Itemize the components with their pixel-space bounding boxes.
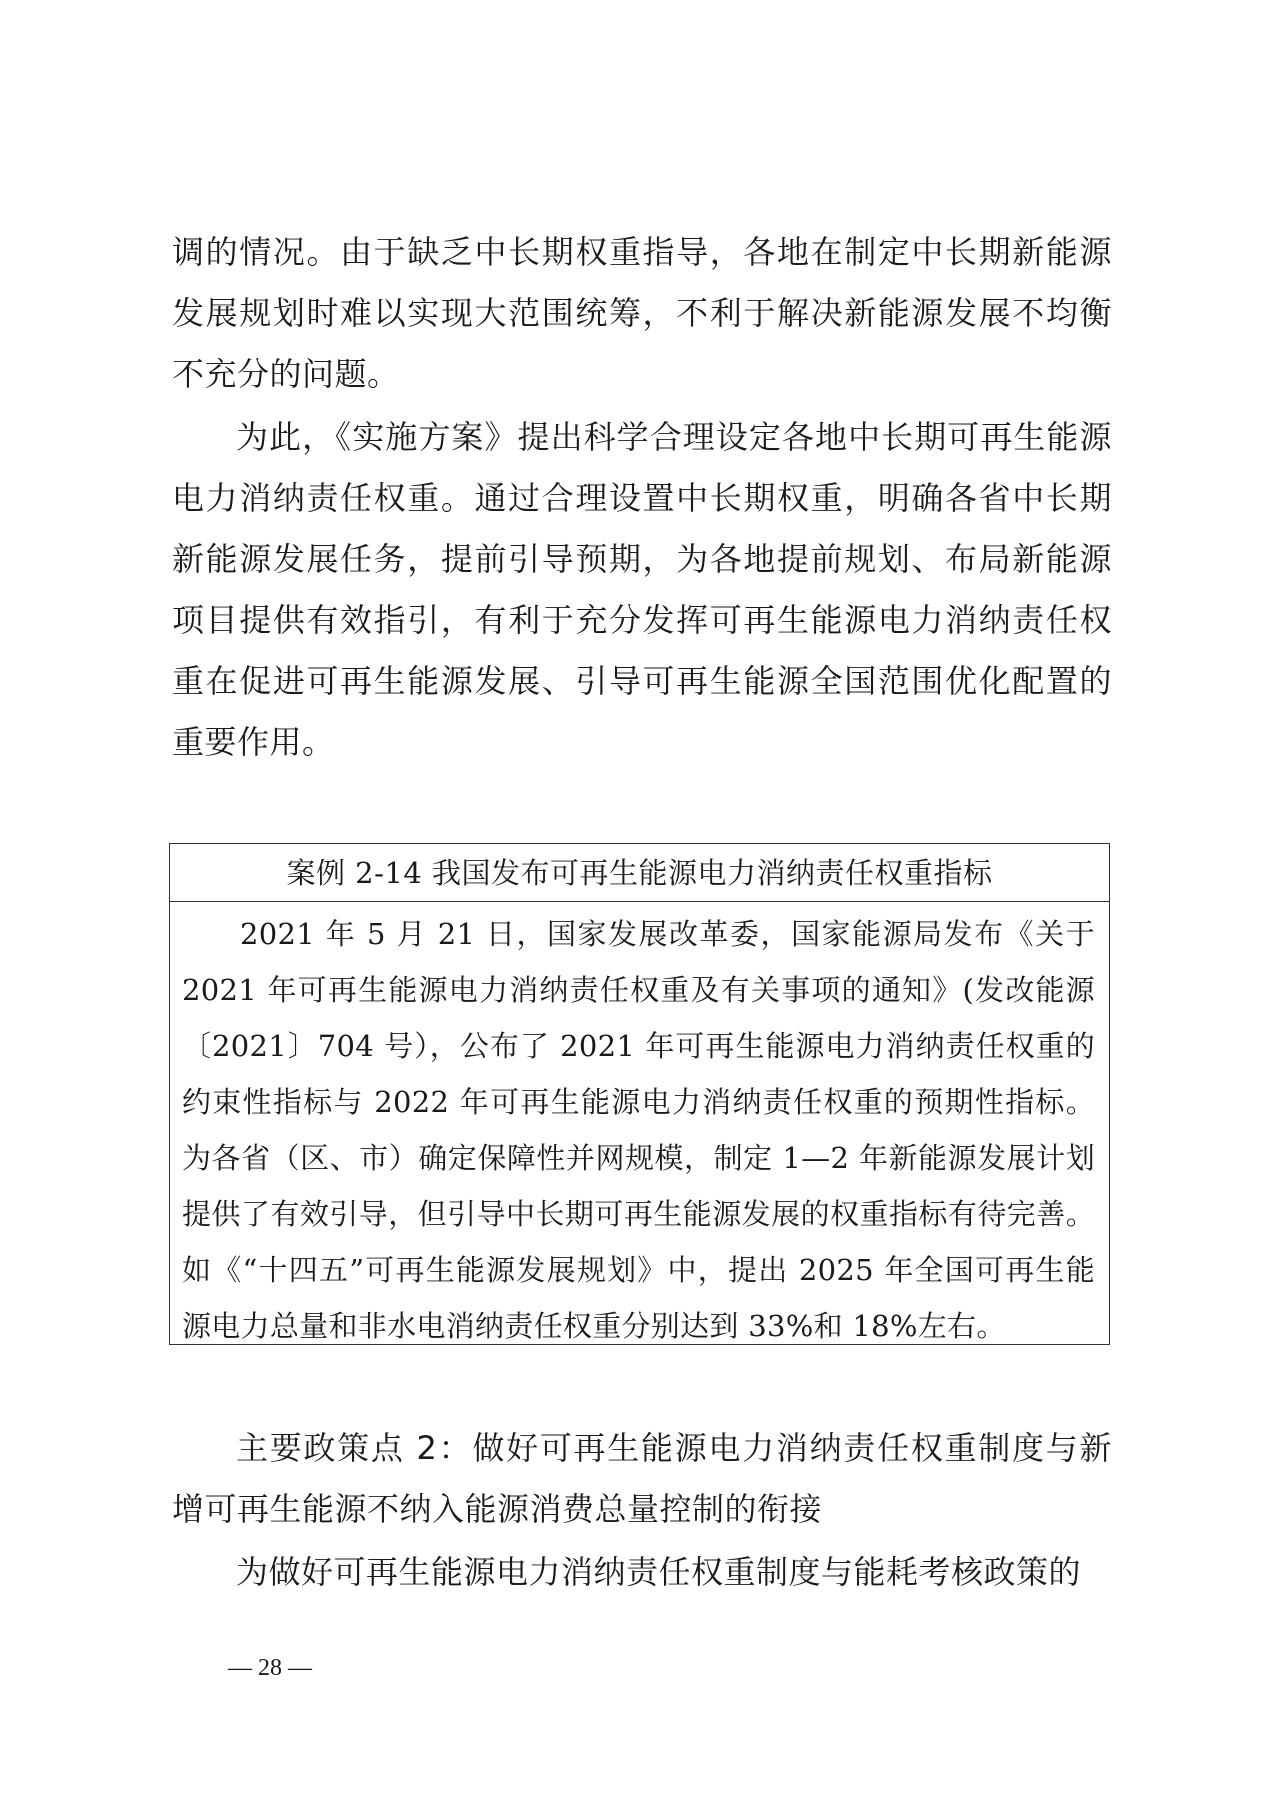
case-study-text: 2021 年 5 月 21 日，国家发展改革委，国家能源局发布《关于 2021 年可再生能源电力消纳责任权重及有关事项的通知》(发改能源〔2021〕704 号），公布了 2021 年可再生能源电力消纳责任权重的约束性指标与 2022 年可再生能源电力消纳责任权重的预期性指标。为各省（区、市）确定保障性并网规模，制定 1—2 年新能源发展计划提供了有效引导，但引导中长期可再生能源发展的权重指标有待完善。如《“十四五”可再生能源发展规划》中，提出 2025 年全国可再生能源电力总量和非水电消纳责任权重分别达到 33%和 18%左右。 [182,917,1095,1343]
page-number: — 28 — [228,1655,312,1681]
case-study-box [169,843,1110,1345]
case-study-title: 案例 2-14 我国发布可再生能源电力消纳责任权重指标 [170,844,1109,902]
body-paragraph-2: 为此，《实施方案》提出科学合理设定各地中长期可再生能源电力消纳责任权重。通过合理设置中长期权重，明确各省中长期新能源发展任务，提前引导预期，为各地提前规划、布局新能源项目提供有效指引，有利于充分发挥可再生能源电力消纳责任权重在促进可再生能源发展、引导可再生能源全国范围优化配置的重要作用。 [172,418,1112,761]
body-paragraph-4: 为做好可再生能源电力消纳责任权重制度与能耗考核政策的 [236,1553,1082,1591]
body-paragraph-1: 调的情况。由于缺乏中长期权重指导，各地在制定中长期新能源发展规划时难以实现大范围统筹，不利于解决新能源发展不均衡不充分的问题。 [172,233,1112,393]
policy-point-heading: 主要政策点 2：做好可再生能源电力消纳责任权重制度与新增可再生能源不纳入能源消费总量控制的衔接 [172,1429,1112,1528]
